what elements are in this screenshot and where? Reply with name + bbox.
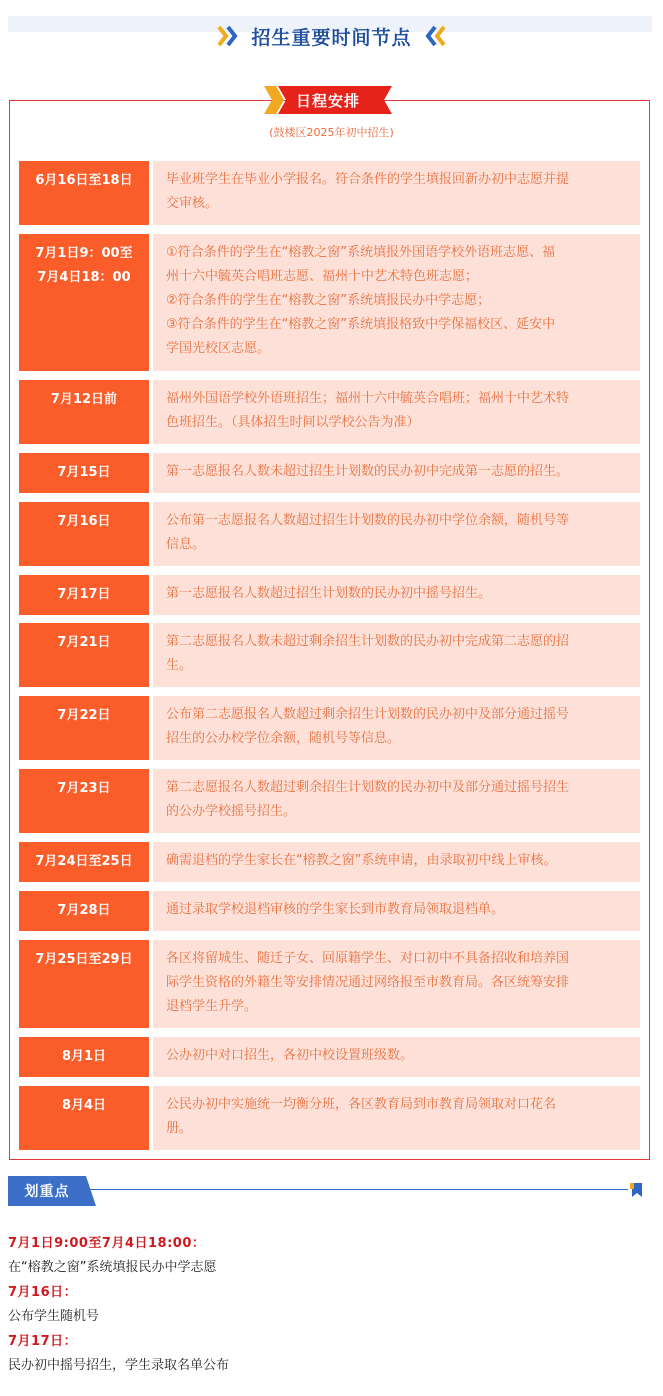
schedule-row <box>19 453 640 493</box>
schedule-description-line: 交审核。 <box>166 196 219 211</box>
schedule-date-line: 6月16日至18日 <box>35 173 133 188</box>
schedule-date-cell <box>19 161 149 225</box>
corner-flag-icon <box>628 1181 646 1199</box>
schedule-date-cell <box>19 234 149 371</box>
double-chevron-right-icon <box>217 25 241 47</box>
schedule-date-line: 7月16日 <box>57 514 111 529</box>
schedule-date-cell <box>19 502 149 566</box>
schedule-row <box>19 842 640 882</box>
schedule-row <box>19 696 640 760</box>
schedule-description-line: 各区将留城生、随迁子女、回原籍学生、对口初中不具备招收和培养国 <box>166 951 570 966</box>
schedule-date-cell <box>19 453 149 493</box>
schedule-description-line: ①符合条件的学生在“榕教之窗”系统填报外国语学校外语班志愿、福 <box>166 245 556 260</box>
schedule-row <box>19 769 640 833</box>
schedule-description-cell <box>153 161 640 225</box>
schedule-date-cell <box>19 623 149 687</box>
schedule-date-cell <box>19 940 149 1028</box>
schedule-date-line: 7月24日至25日 <box>35 854 133 869</box>
schedule-date-line: 7月15日 <box>57 465 111 480</box>
schedule-row <box>19 380 640 444</box>
schedule-description-line: 生。 <box>166 658 193 673</box>
schedule-description-line: 确需退档的学生家长在“榕教之窗”系统申请，由录取初中线上审核。 <box>166 853 557 868</box>
schedule-description-line: 色班招生。（具体招生时间以学校公告为准） <box>166 415 420 430</box>
schedule-description-line: 州十六中毓英合唱班志愿、福州十中艺术特色班志愿； <box>166 269 479 284</box>
schedule-description-line: 毕业班学生在毕业小学报名。符合条件的学生填报回新办初中志愿并提 <box>166 172 570 187</box>
schedule-description-line: 册。 <box>166 1121 193 1136</box>
page-title: 招生重要时间节点 <box>251 26 412 49</box>
key-point-date: 7月16日： <box>8 1285 78 1300</box>
schedule-description-line: 公布第二志愿报名人数超过剩余招生计划数的民办初中及部分通过摇号 <box>166 707 570 722</box>
schedule-date-cell <box>19 1037 149 1077</box>
schedule-row <box>19 891 640 931</box>
schedule-date-cell <box>19 1086 149 1150</box>
schedule-date-line: 7月21日 <box>57 635 111 650</box>
schedule-row <box>19 575 640 615</box>
schedule-date-cell <box>19 575 149 615</box>
schedule-date-line: 7月17日 <box>57 587 111 602</box>
highlight-divider-line <box>88 1189 628 1190</box>
schedule-description-cell <box>153 380 640 444</box>
schedule-description-line: 第二志愿报名人数未超过剩余招生计划数的民办初中完成第二志愿的招 <box>166 634 570 649</box>
schedule-badge <box>262 84 394 116</box>
highlight-tag-label: 划重点 <box>24 1184 70 1200</box>
section-title-row <box>0 20 663 52</box>
schedule-row <box>19 623 640 687</box>
schedule-description-line: 际学生资格的外籍生等安排情况通过网络报至市教育局。各区统筹安排 <box>166 975 570 990</box>
schedule-description-line: 第一志愿报名人数超过招生计划数的民办初中摇号招生。 <box>166 586 492 601</box>
schedule-description-cell <box>153 1086 640 1150</box>
schedule-description-line: 公布第一志愿报名人数超过招生计划数的民办初中学位余额，随机号等 <box>166 513 570 528</box>
schedule-description-cell <box>153 696 640 760</box>
schedule-date-cell <box>19 380 149 444</box>
schedule-date-line: 8月1日 <box>61 1049 107 1064</box>
schedule-description-cell <box>153 575 640 615</box>
schedule-description-cell <box>153 1037 640 1077</box>
schedule-description-cell <box>153 769 640 833</box>
schedule-date-line: 7月23日 <box>57 781 111 796</box>
schedule-badge-label: 日程安排 <box>295 91 360 110</box>
schedule-date-line: 7月4日18：00 <box>37 270 131 285</box>
schedule-description-line: 信息。 <box>166 537 206 552</box>
schedule-date-line: 7月22日 <box>57 708 111 723</box>
key-point-text: 公布学生随机号 <box>8 1309 100 1324</box>
schedule-row <box>19 1086 640 1150</box>
key-point-date: 7月17日： <box>8 1334 78 1349</box>
schedule-description-line: 公民办初中实施统一均衡分班，各区教育局到市教育局领取对口花名 <box>166 1097 557 1112</box>
schedule-date-cell <box>19 842 149 882</box>
schedule-row <box>19 502 640 566</box>
key-point-text: 在“榕教之窗”系统填报民办中学志愿 <box>8 1260 217 1275</box>
double-chevron-left-icon <box>422 25 446 47</box>
schedule-description-line: 第二志愿报名人数超过剩余招生计划数的民办初中及部分通过摇号招生 <box>166 780 570 795</box>
schedule-description-line: 学国光校区志愿。 <box>166 341 271 356</box>
schedule-description-line: ③符合条件的学生在“榕教之窗”系统填报格致中学保福校区、延安中 <box>166 317 556 332</box>
schedule-description-line: 的公办学校摇号招生。 <box>166 804 297 819</box>
schedule-description-cell <box>153 623 640 687</box>
schedule-description-cell <box>153 234 640 371</box>
schedule-description-cell <box>153 502 640 566</box>
key-point-text: 民办初中摇号招生，学生录取名单公布 <box>8 1358 230 1373</box>
schedule-date-cell <box>19 891 149 931</box>
schedule-row <box>19 940 640 1028</box>
schedule-row <box>19 1037 640 1077</box>
schedule-date-line: 7月12日前 <box>50 392 118 407</box>
schedule-date-line: 7月1日9：00至 <box>35 246 133 261</box>
schedule-description-line: 福州外国语学校外语班招生；福州十六中毓英合唱班；福州十中艺术特 <box>166 391 570 406</box>
key-point-date: 7月1日9:00至7月4日18:00： <box>8 1236 206 1251</box>
schedule-description-line: 第一志愿报名人数未超过招生计划数的民办初中完成第一志愿的招生。 <box>166 464 570 479</box>
schedule-description-line: 通过录取学校退档审核的学生家长到市教育局领取退档单。 <box>166 902 505 917</box>
schedule-row <box>19 234 640 371</box>
schedule-description-line: 退档学生升学。 <box>166 999 258 1014</box>
schedule-date-cell <box>19 696 149 760</box>
highlight-tag <box>8 1176 96 1206</box>
schedule-description-cell <box>153 842 640 882</box>
schedule-date-line: 8月4日 <box>61 1098 107 1113</box>
schedule-description-line: 招生的公办校学位余额，随机号等信息。 <box>166 731 401 746</box>
schedule-description-line: 公办初中对口招生，各初中校设置班级数。 <box>166 1048 414 1063</box>
schedule-description-line: ②符合条件的学生在“榕教之窗”系统填报民办中学志愿； <box>166 293 491 308</box>
schedule-row <box>19 161 640 225</box>
schedule-subtitle: (鼓楼区2025年初中招生) <box>269 126 394 139</box>
schedule-date-cell <box>19 769 149 833</box>
schedule-description-cell <box>153 453 640 493</box>
schedule-date-line: 7月28日 <box>57 903 111 918</box>
schedule-description-cell <box>153 891 640 931</box>
schedule-date-line: 7月25日至29日 <box>35 952 133 967</box>
schedule-description-cell <box>153 940 640 1028</box>
